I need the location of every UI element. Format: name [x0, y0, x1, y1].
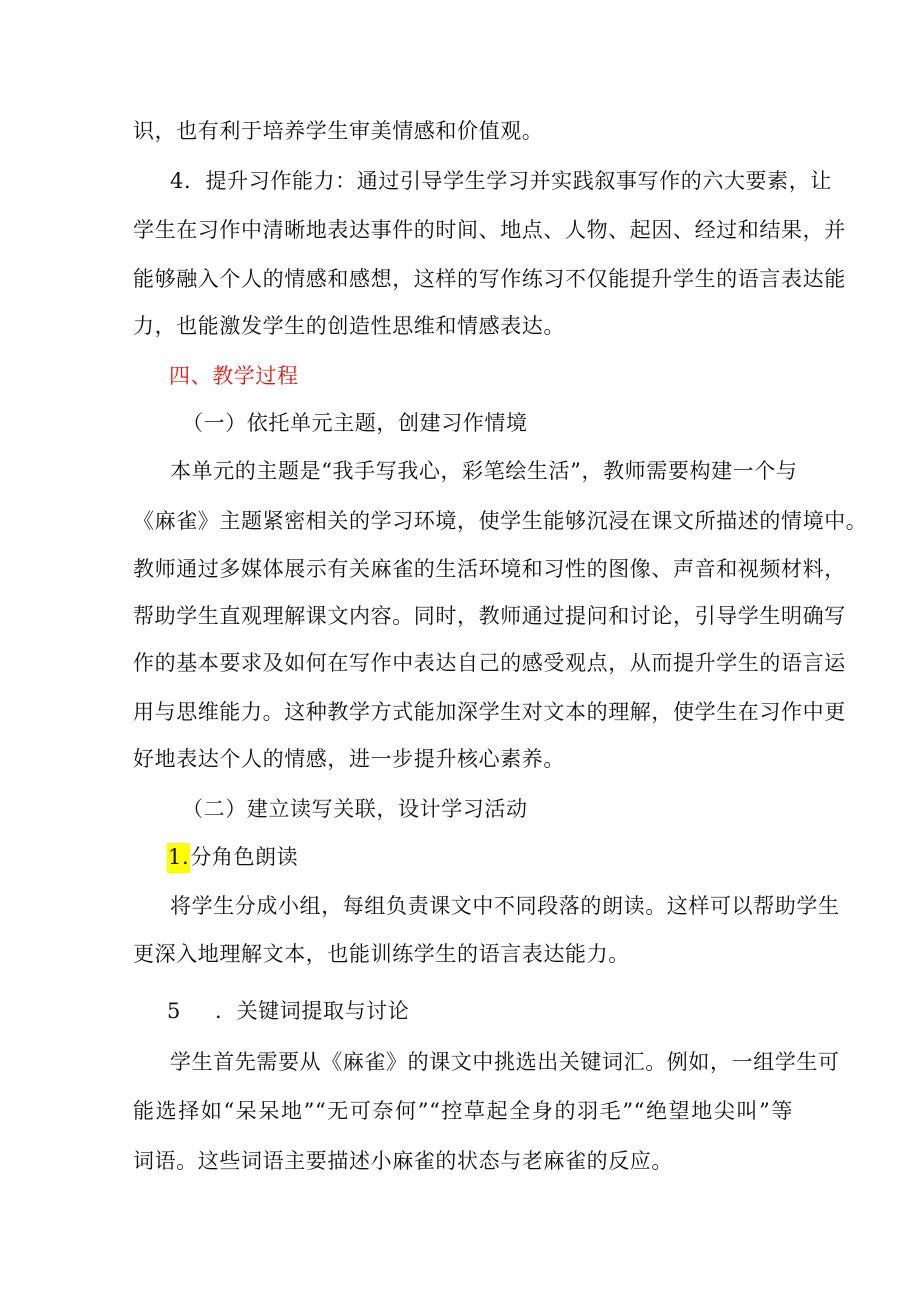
subsection-heading: （一）依托单元主题，创建习作情境: [182, 411, 528, 435]
paragraph-line: 本单元的主题是“我手写我心，彩笔绘生活”，教师需要构建一个与: [170, 459, 798, 483]
paragraph-line: 力，也能激发学生的创造性思维和情感表达。: [133, 314, 565, 338]
section-heading: 四、教学过程: [169, 364, 299, 388]
paragraph-line: 更深入地理解文本，也能训练学生的语言表达能力。: [133, 942, 630, 966]
paragraph-line: 作的基本要求及如何在写作中表达自己的感受观点，从而提升学生的语言运: [133, 651, 846, 675]
list-item-title: 分角色朗读: [190, 845, 299, 869]
list-item-heading: [167, 996, 409, 1026]
highlighted-number: 1.: [167, 843, 190, 873]
paragraph-line: 能选择如“呆呆地”“无可奈何”“控草起全身的羽毛”“绝望地尖叫”等: [133, 1099, 793, 1123]
paragraph-line: 词语。这些词语主要描述小麻雀的状态与老麻雀的反应。: [133, 1149, 673, 1173]
list-item-heading: [167, 842, 298, 872]
paragraph-line: 学生在习作中清晰地表达事件的时间、地点、人物、起因、经过和结果，并: [133, 218, 846, 242]
subsection-heading: （二）建立读写关联，设计学习活动: [182, 797, 528, 821]
list-item-number: 5: [167, 999, 181, 1023]
paragraph-line: 教师通过多媒体展示有关麻雀的生活环境和习性的图像、声音和视频材料，: [133, 557, 846, 581]
paragraph-line: 用与思维能力。这种教学方式能加深学生对文本的理解，使学生在习作中更: [133, 700, 846, 724]
paragraph-line: 将学生分成小组，每组负责课文中不同段落的朗读。这样可以帮助学生: [170, 894, 840, 918]
paragraph-line: 《麻雀》主题紧密相关的学习环境，使学生能够沉浸在课文所描述的情境中。: [133, 509, 868, 533]
paragraph-line: 帮助学生直观理解课文内容。同时，教师通过提问和讨论，引导学生明确写: [133, 604, 846, 628]
paragraph-line: 好地表达个人的情感，进一步提升核心素养。: [133, 747, 565, 771]
list-item-title: ．关键词提取与讨论: [214, 999, 410, 1023]
paragraph-line: 学生首先需要从《麻雀》的课文中挑选出关键词汇。例如，一组学生可: [170, 1050, 840, 1074]
paragraph-line: 能够融入个人的情感和感想，这样的写作练习不仅能提升学生的语言表达能: [133, 267, 846, 291]
paragraph-line: 识，也有利于培养学生审美情感和价值观。: [133, 119, 544, 143]
paragraph-line: 4．提升习作能力：通过引导学生学习并实践叙事写作的六大要素，让: [170, 169, 832, 193]
